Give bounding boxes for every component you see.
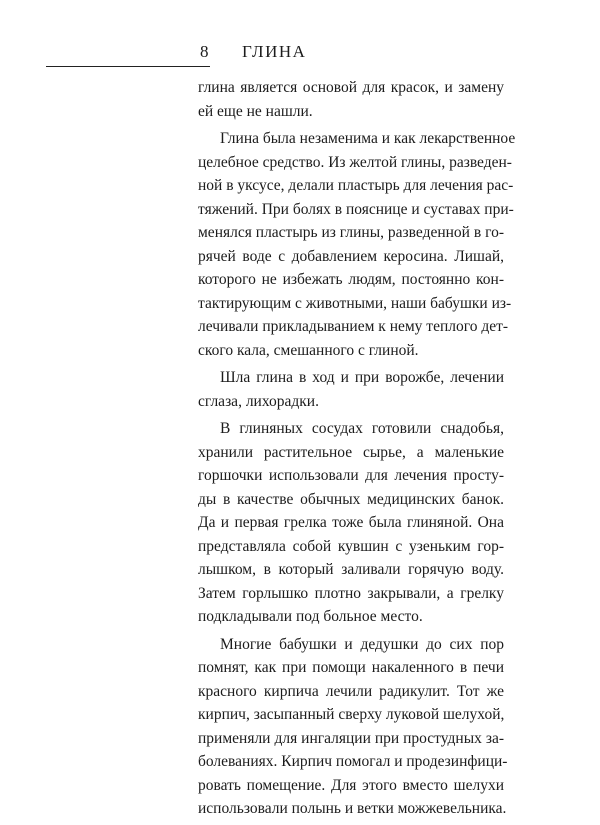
text-line: ды в качестве обычных медицинских банок. <box>198 490 504 508</box>
text-line: применяли для ингаляции при простудных за- <box>198 729 504 747</box>
text-line: красного кирпича лечили радикулит. Тот же <box>198 682 504 700</box>
text-line: помнят, как при помощи накаленного в печи <box>198 659 504 676</box>
text-line: сглаза, лихорадки. <box>198 392 319 410</box>
text-line: кирпич, засыпанный сверху луковой шелухой, <box>198 706 505 723</box>
text-line: использовали полынь и ветки можжевельника. <box>198 800 507 817</box>
text-line: целебное средство. Из желтой глины, разведен- <box>198 153 512 171</box>
running-title: ГЛИНА <box>242 42 307 61</box>
page-header <box>0 42 600 62</box>
paragraph <box>198 127 516 362</box>
text-line: Глина была незаменима и как лекарственное <box>220 130 516 147</box>
text-line: Шла глина в ход и при ворожбе, лечении <box>220 369 504 386</box>
paragraph <box>198 366 504 413</box>
text-line: лечивали прикладыванием к нему теплого дет- <box>198 318 509 335</box>
header-rule <box>46 66 210 67</box>
text-line: ей еще не нашли. <box>198 102 313 120</box>
text-line: ной в уксусе, делали пластырь для лечения рас- <box>198 177 514 194</box>
text-line: глина является основой для красок, и замену <box>198 79 504 96</box>
text-line: менялся пластырь из глины, разведенной в го- <box>198 224 504 241</box>
page-number: 8 <box>200 42 209 61</box>
paragraph <box>198 633 508 821</box>
text-line: тактирующим с животными, наши бабушки из- <box>198 294 512 312</box>
text-line: горшочки использовали для лечения просту- <box>198 467 504 484</box>
text-line: тяжений. При болях в пояснице и суставах при- <box>198 200 514 218</box>
text-line: рячей воде с добавлением керосина. Лишай, <box>198 247 504 265</box>
text-line: Да и первая грелка тоже была глиняной. Она <box>198 514 504 531</box>
text-line: подкладывали под больное место. <box>198 608 423 625</box>
paragraph <box>198 417 504 629</box>
text-line: представляла собой кувшин с узеньким гор- <box>198 537 504 555</box>
text-line: Многие бабушки и дедушки до сих пор <box>220 635 504 653</box>
text-line: В глиняных сосудах готовили снадобья, <box>220 420 504 437</box>
text-line: ского кала, смешанного с глиной. <box>198 341 419 359</box>
text-line: болеваниях. Кирпич помогал и продезинфици- <box>198 753 508 770</box>
text-line: которого не избежать людям, постоянно кон- <box>198 271 504 288</box>
body-text <box>198 76 516 825</box>
text-line: ровать помещение. Для этого вместо шелухи <box>198 776 504 794</box>
text-line: хранили растительное сырье, а маленькие <box>198 443 504 461</box>
paragraph <box>198 76 504 123</box>
text-line: Затем горлышко плотно закрывали, а грелку <box>198 584 504 602</box>
text-line: лышком, в который заливали горячую воду. <box>198 561 504 578</box>
